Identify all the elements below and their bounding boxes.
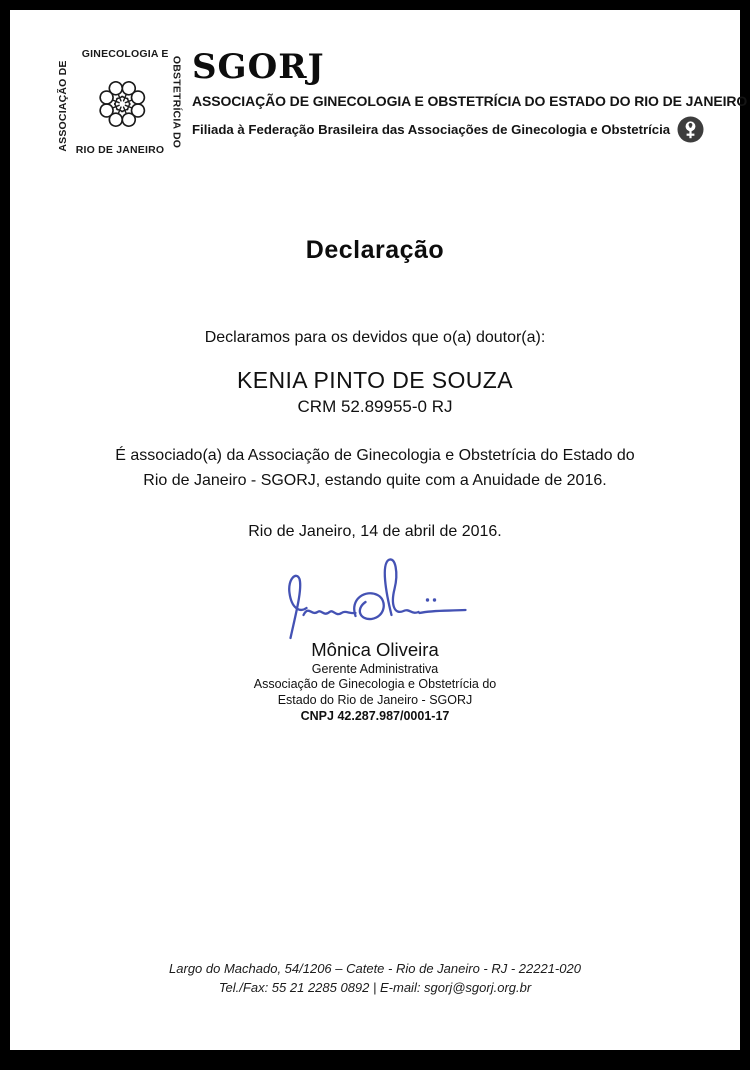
document-title: Declaração [305, 236, 445, 264]
footer-address: Largo do Machado, 54/1206 – Catete - Rio de Janeiro - RJ - 22221-020 [169, 961, 581, 977]
logo-text-top: GINECOLOGIA E [81, 48, 169, 60]
org-acronym: SGORJ [192, 47, 325, 87]
cnpj-number: CNPJ 42.287.987/0001-17 [300, 709, 450, 724]
signer-name: Mônica Oliveira [311, 638, 439, 660]
affiliation-text: Filiada à Federação Brasileira das Associações de Ginecologia e Obstetrícia [192, 121, 671, 137]
febrasgo-female-symbol-icon [677, 116, 704, 143]
statement-line-2: Rio de Janeiro - SGORJ, estando quite com a Anuidade de 2016. [143, 471, 607, 489]
intro-line: Declaramos para os devidos que o(a) doutor(a): [204, 329, 546, 346]
document-page [10, 10, 748, 1050]
signer-role: Gerente Administrativa [311, 661, 439, 676]
letterhead-text [192, 48, 747, 143]
logo-emblem-icon [84, 66, 160, 142]
logo-text-right: OBSTETRÍCIA DO [170, 55, 182, 149]
logo-text-left: ASSOCIAÇÃO DE [57, 60, 69, 152]
page-footer [10, 960, 740, 998]
signer-org-line-1: Associação de Ginecologia e Obstetrícia do [253, 676, 497, 691]
letterhead [10, 10, 748, 156]
logo-text-bottom: RIO DE JANEIRO [75, 144, 165, 156]
org-full-name: ASSOCIAÇÃO DE GINECOLOGIA E OBSTETRÍCIA DO ESTADO DO RIO DE JANEIRO [192, 92, 748, 109]
statement-paragraph [10, 444, 740, 494]
handwritten-signature [273, 553, 478, 643]
signature-block [10, 553, 740, 724]
crm-number: CRM 52.89955-0 RJ [297, 397, 453, 416]
statement-line-1: É associado(a) da Associação de Ginecologia e Obstetrícia do Estado do [115, 447, 635, 464]
footer-contact: Tel./Fax: 55 21 2285 0892 | E-mail: sgorj@sgorj.org.br [218, 980, 532, 996]
signer-org-line-2: Estado do Rio de Janeiro - SGORJ [277, 693, 473, 708]
date-line: Rio de Janeiro, 14 de abril de 2016. [248, 522, 502, 540]
doctor-name: KENIA PINTO DE SOUZA [237, 367, 513, 393]
sgorj-logo [57, 48, 182, 156]
